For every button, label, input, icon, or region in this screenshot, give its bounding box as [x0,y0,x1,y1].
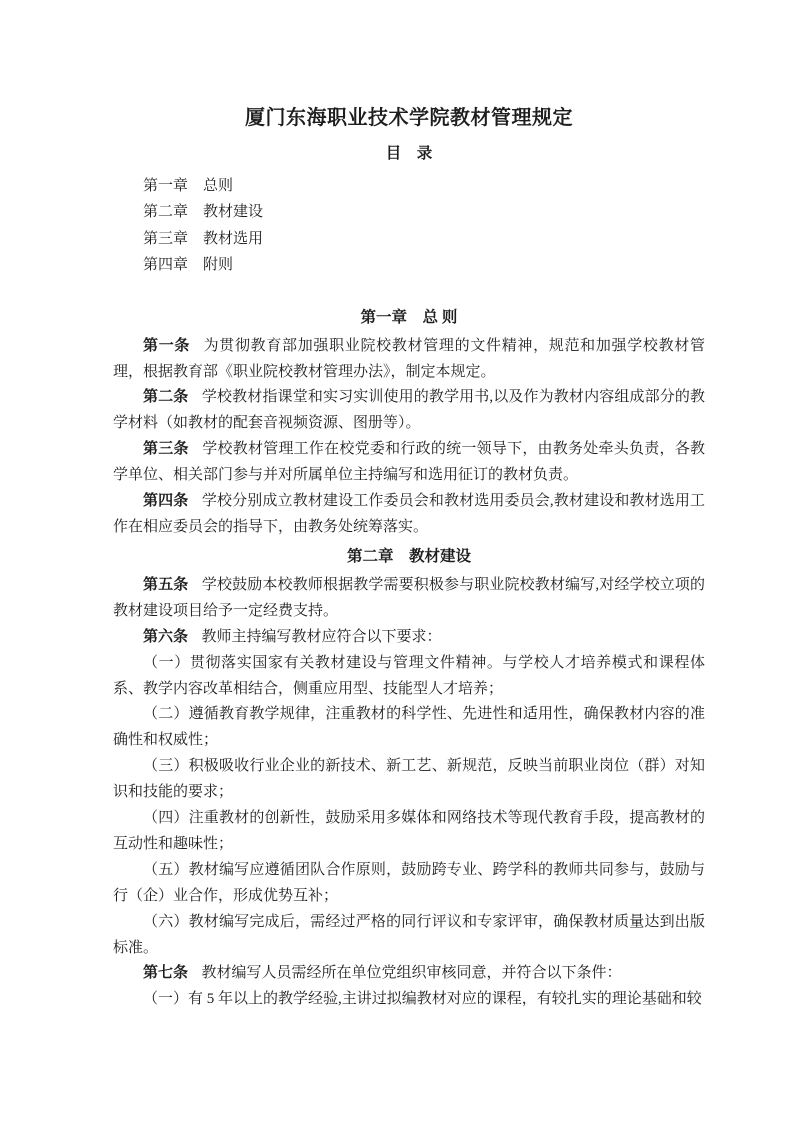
article-label: 第三条 [143,441,189,458]
paragraph-text: （二）遵循教育教学规律，注重教材的科学性、先进性和适用性，确保教材内容的准确性和权威性； [113,706,705,749]
body-paragraph [113,702,705,754]
body-paragraph [113,489,705,541]
paragraph-text: 学校分别成立教材建设工作委员会和教材选用委员会,教材建设和教材选用工作在相应委员会的指导下，由教务处统筹落实。 [113,493,705,535]
body-paragraph [113,910,705,962]
article-label: 第七条 [143,965,189,982]
toc-heading: 目 录 [385,145,433,162]
paragraph-text: （三）积极吸收行业企业的新技术、新工艺、新规范，反映当前职业岗位（群）对知识和技能的要求； [113,758,705,801]
article-label: 第二条 [143,389,189,406]
article-label: 第一条 [143,337,191,354]
body-paragraph [113,806,705,858]
body-paragraph [113,625,705,651]
body-paragraph [113,858,705,910]
paragraph-text: 教材编写人员需经所在单位党组织审核同意，并符合以下条件： [201,965,622,982]
toc-item: 第四章 附则 [143,257,234,274]
paragraph-text: （六）教材编写完成后，需经过严格的同行评议和专家评审，确保教材质量达到出版标准。 [113,913,705,956]
article-label: 第五条 [143,576,189,593]
document-title: 厦门东海职业技术学院教材管理规定 [245,107,573,129]
paragraph-text: （五）教材编写应遵循团队合作原则，鼓励跨专业、跨学科的教师共同参与，鼓励与行（企）业合作，形成优势互补； [113,861,705,904]
article-label: 第六条 [143,628,189,645]
paragraph-text: 教师主持编写教材应符合以下要求： [201,628,442,645]
body-paragraph [113,651,705,703]
paragraph-text: （一）有 5 年以上的教学经验,主讲过拟编教材对应的课程，有较扎实的理论基础和较 [143,991,702,1008]
chapter-section [113,544,705,1013]
body-paragraph [113,385,705,437]
body-paragraph [113,987,705,1013]
document-body [113,305,705,1014]
paragraph-text: 学校鼓励本校教师根据教学需要积极参与职业院校教材编写,对经学校立项的教材建设项目给予一定经费支持。 [113,576,705,619]
paragraph-text: 为贯彻教育部加强职业院校教材管理的文件精神，规范和加强学校教材管理，根据教育部《职业院校教材管理办法》，制定本规定。 [113,337,705,380]
chapter-heading: 第一章 总 则 [360,308,458,326]
table-of-contents [113,173,705,279]
body-paragraph [113,437,705,489]
paragraph-text: 学校教材指课堂和实习实训使用的教学用书,以及作为教材内容组成部分的教学材料（如教材的配套音视频资源、图册等）。 [113,389,705,432]
paragraph-text: （四）注重教材的创新性，鼓励采用多媒体和网络技术等现代教育手段，提高教材的互动性和趣味性； [113,810,705,852]
body-paragraph [113,961,705,987]
paragraph-text: 学校教材管理工作在校党委和行政的统一领导下，由教务处牵头负责，各教学单位、相关部门参与并对所属单位主持编写和选用征订的教材负责。 [113,441,705,484]
paragraph-text: （一）贯彻落实国家有关教材建设与管理文件精神。与学校人才培养模式和课程体系、教学内容改革相结合，侧重应用型、技能型人才培养； [113,654,705,697]
toc-item: 第二章 教材建设 [143,204,264,221]
toc-item: 第一章 总则 [143,178,234,194]
body-paragraph [113,334,705,386]
body-paragraph [113,573,705,625]
chapter-heading: 第二章 教材建设 [346,547,471,565]
chapter-section [113,305,705,541]
article-label: 第四条 [143,493,189,510]
toc-item: 第三章 教材选用 [143,230,264,247]
body-paragraph [113,754,705,806]
